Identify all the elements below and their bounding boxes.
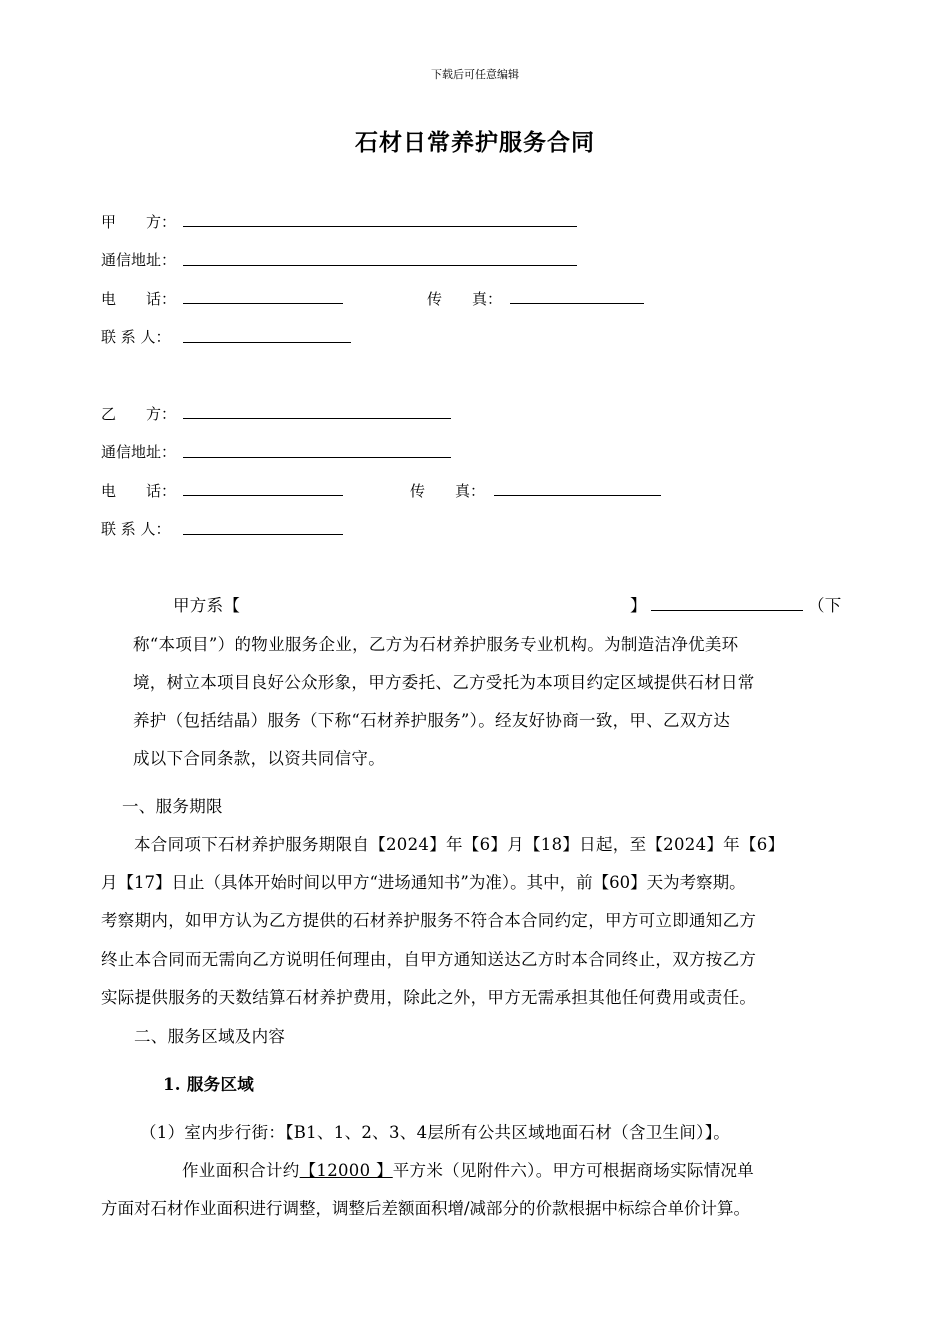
area-line (182, 1157, 754, 1181)
intro-blank (651, 610, 803, 611)
party-b-address-blank (183, 457, 451, 458)
area-line: 方面对石材作业面积进行调整，调整后差额面积增/减部分的价款根据中标综合单价计算。 (101, 1199, 751, 1218)
section-line: 月【17】日止（具体开始时间以甲方“进场通知书”为准）。其中，前【60】天为考察期。 (101, 873, 746, 892)
party-a-address-label: 通信地址： (101, 251, 177, 269)
area-value: 【12000 】 (299, 1161, 393, 1180)
intro-line: 成以下合同条款，以资共同信守。 (133, 749, 385, 768)
subsection-heading: 1. 服务区域 (163, 1075, 255, 1094)
party-a-contact-label: 联 系 人： (101, 328, 171, 346)
section-line: 考察期内，如甲方认为乙方提供的石材养护服务不符合本合同约定，甲方可立即通知乙方 (101, 911, 757, 930)
area-item: （1）室内步行街：【B1、1、2、3、4层所有公共区域地面石材（含卫生间）】。 (140, 1123, 731, 1142)
area-suffix: 平方米（见附件六）。甲方可根据商场实际情况单 (392, 1161, 755, 1180)
party-a-phone-blank (183, 303, 343, 304)
party-a-address-blank (183, 265, 577, 266)
document-title: 石材日常养护服务合同 (355, 129, 595, 156)
party-a-contact-blank (183, 342, 351, 343)
party-b-fax-label: 传 真： (410, 482, 486, 500)
party-b-fax-blank (494, 495, 661, 496)
party-a-name-blank (183, 226, 577, 227)
intro-bracket-close: 】 (630, 596, 647, 615)
party-b-phone-blank (183, 495, 343, 496)
party-b-name-label: 乙 方： (101, 405, 177, 423)
party-b-address-label: 通信地址： (101, 443, 177, 461)
section-heading: 一、服务期限 (122, 797, 223, 816)
header-note: 下载后可任意编辑 (431, 68, 519, 81)
intro-line: 养护（包括结晶）服务（下称“石材养护服务”）。经友好协商一致，甲、乙双方达 (133, 711, 731, 730)
intro-line: 境，树立本项目良好公众形象，甲方委托、乙方受托为本项目约定区域提供石材日常 (133, 673, 755, 692)
intro-lead: 甲方系【 (173, 596, 241, 615)
party-b-phone-label: 电 话： (101, 482, 177, 500)
party-a-name-label: 甲 方： (101, 213, 177, 231)
section-line: 本合同项下石材养护服务期限自【2024】年【6】月【18】日起，至【2024】年【6】 (134, 835, 785, 854)
area-prefix: 作业面积合计约 (182, 1161, 300, 1180)
party-a-fax-label: 传 真： (427, 290, 503, 308)
party-a-phone-label: 电 话： (101, 290, 177, 308)
intro-paren: （下 (808, 596, 842, 615)
party-b-contact-label: 联 系 人： (101, 520, 171, 538)
section-line: 实际提供服务的天数结算石材养护费用，除此之外，甲方无需承担其他任何费用或责任。 (101, 988, 757, 1007)
section-line: 终止本合同而无需向乙方说明任何理由，自甲方通知送达乙方时本合同终止，双方按乙方 (101, 950, 757, 969)
party-a-fax-blank (510, 303, 644, 304)
section-heading: 二、服务区域及内容 (134, 1027, 286, 1046)
party-b-name-blank (183, 418, 451, 419)
party-b-contact-blank (183, 534, 343, 535)
intro-line: 称“本项目”）的物业服务企业，乙方为石材养护服务专业机构。为制造洁净优美环 (133, 635, 739, 654)
